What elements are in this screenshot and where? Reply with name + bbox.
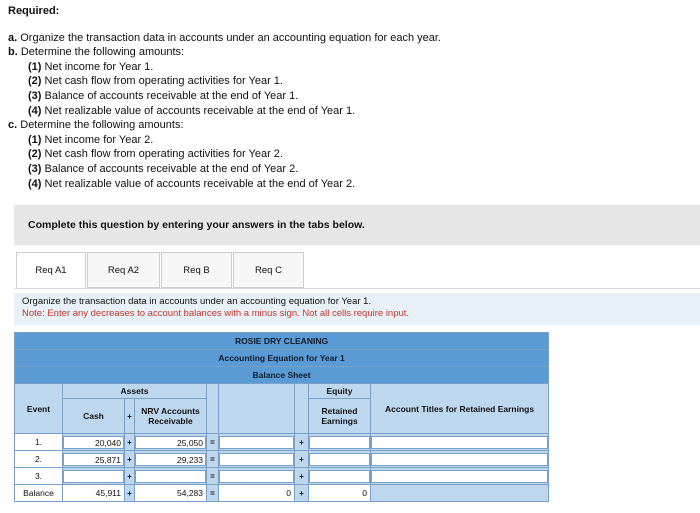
sheet-title: Accounting Equation for Year 1 bbox=[15, 350, 549, 367]
liabilities-input[interactable] bbox=[219, 470, 294, 483]
col-nrv: NRV Accounts Receivable bbox=[135, 399, 207, 434]
retained-earnings-input[interactable] bbox=[309, 470, 370, 483]
col-cash: Cash bbox=[63, 399, 125, 434]
req-c: c. Determine the following amounts: bbox=[8, 119, 184, 132]
account-title-input[interactable] bbox=[371, 436, 548, 449]
req-c1: (1) Net income for Year 2. bbox=[28, 133, 154, 146]
col-retained-earnings: Retained Earnings bbox=[309, 399, 371, 434]
col-equity: Equity bbox=[309, 384, 371, 399]
retained-earnings-balance: 0 bbox=[309, 485, 371, 502]
cash-balance: 45,911 bbox=[63, 485, 125, 502]
req-b3: (3) Balance of accounts receivable at the end of Year 1. bbox=[28, 89, 299, 102]
tab-bar bbox=[16, 252, 305, 288]
req-a: a. Organize the transaction data in accounts under an accounting equation for each year. bbox=[8, 31, 441, 44]
nrv-input[interactable]: 25,050 bbox=[135, 436, 206, 449]
balance-row: Balance 45,911 + 54,283 = 0 + 0 bbox=[15, 485, 549, 502]
event-label: 3. bbox=[15, 468, 63, 485]
table-row: 2. 25,871 + 29,233 = + bbox=[15, 451, 549, 468]
account-title-input[interactable] bbox=[371, 470, 548, 483]
instruction-text: Organize the transaction data in accounts under an accounting equation for Year 1. bbox=[22, 296, 372, 307]
req-c3: (3) Balance of accounts receivable at the end of Year 2. bbox=[28, 162, 299, 175]
balance-label: Balance bbox=[15, 485, 63, 502]
tab-req-b[interactable]: Req B bbox=[161, 252, 232, 288]
req-c2: (2) Net cash flow from operating activities for Year 2. bbox=[28, 148, 283, 161]
nrv-input[interactable]: 29,233 bbox=[135, 453, 206, 466]
requirements bbox=[8, 4, 698, 191]
event-label: 2. bbox=[15, 451, 63, 468]
cash-input[interactable]: 25,871 bbox=[63, 453, 124, 466]
liabilities-input[interactable] bbox=[219, 436, 294, 449]
sheet-subtitle: Balance Sheet bbox=[15, 367, 549, 384]
cash-input[interactable] bbox=[63, 470, 124, 483]
table-row: 3. + = + bbox=[15, 468, 549, 485]
retained-earnings-input[interactable] bbox=[309, 453, 370, 466]
req-c4: (4) Net realizable value of accounts receivable at the end of Year 2. bbox=[28, 177, 356, 190]
nrv-input[interactable] bbox=[135, 470, 206, 483]
required-title: Required: bbox=[8, 5, 60, 17]
req-b2: (2) Net cash flow from operating activities for Year 1. bbox=[28, 75, 283, 88]
liabilities-balance: 0 bbox=[219, 485, 295, 502]
account-title-input[interactable] bbox=[371, 453, 548, 466]
plus-sign: + bbox=[125, 399, 135, 434]
table-row: 1. 20,040 + 25,050 = + bbox=[15, 434, 549, 451]
tab-req-a1[interactable]: Req A1 bbox=[16, 252, 86, 288]
nrv-balance: 54,283 bbox=[135, 485, 207, 502]
company-name: ROSIE DRY CLEANING bbox=[15, 333, 549, 350]
tab-req-c[interactable]: Req C bbox=[233, 252, 304, 288]
tab-panel-divider bbox=[14, 288, 700, 289]
instruction-note: Note: Enter any decreases to account balances with a minus sign. Not all cells require input. bbox=[22, 308, 410, 319]
tab-req-a2[interactable]: Req A2 bbox=[87, 252, 160, 288]
req-b4: (4) Net realizable value of accounts receivable at the end of Year 1. bbox=[28, 104, 356, 117]
col-account-titles: Account Titles for Retained Earnings bbox=[371, 384, 549, 434]
cash-input[interactable]: 20,040 bbox=[63, 436, 124, 449]
retained-earnings-input[interactable] bbox=[309, 436, 370, 449]
col-event: Event bbox=[15, 384, 63, 434]
tab-instructions bbox=[14, 293, 700, 325]
req-b1: (1) Net income for Year 1. bbox=[28, 60, 154, 73]
req-b: b. Determine the following amounts: bbox=[8, 46, 185, 59]
event-label: 1. bbox=[15, 434, 63, 451]
accounting-equation-table bbox=[14, 332, 549, 502]
liabilities-input[interactable] bbox=[219, 453, 294, 466]
instruction-banner: Complete this question by entering your answers in the tabs below. bbox=[14, 205, 700, 245]
col-assets: Assets bbox=[63, 384, 207, 399]
